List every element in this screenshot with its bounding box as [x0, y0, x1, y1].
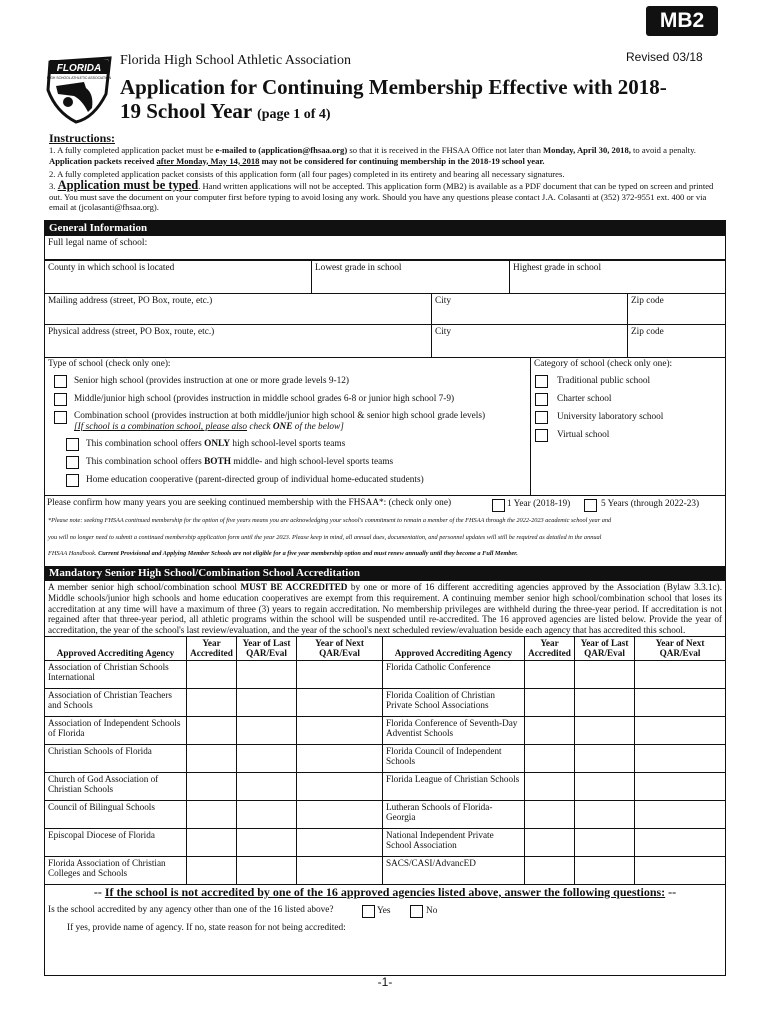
membership-years-question: Please confirm how many years you are seeking continued membership with the FHSAA*: (check only one) — [47, 498, 452, 508]
organization-name: Florida High School Athletic Association — [120, 53, 351, 68]
col-agency-right: Approved Accrediting Agency — [383, 636, 525, 660]
last-eval-input[interactable] — [237, 856, 297, 884]
instructions-heading: Instructions: — [49, 131, 116, 145]
next-eval-input[interactable] — [297, 772, 383, 800]
agency-name: Episcopal Diocese of Florida — [45, 828, 187, 856]
florida-shield-icon — [44, 52, 116, 124]
physical-zip-field[interactable] — [627, 325, 724, 357]
next-eval-input[interactable] — [635, 772, 726, 800]
year-accredited-input[interactable] — [525, 800, 575, 828]
university-lab-label: University laboratory school — [557, 412, 664, 422]
school-type-heading: Type of school (check only one): — [48, 359, 171, 369]
physical-row — [45, 324, 725, 357]
last-eval-input[interactable] — [575, 744, 635, 772]
year-accredited-input[interactable] — [525, 772, 575, 800]
col-year-left: Year Accredited — [187, 636, 237, 660]
year-accredited-input[interactable] — [525, 744, 575, 772]
page-title — [120, 75, 680, 127]
membership-years-row — [45, 495, 725, 514]
table-row — [45, 716, 726, 744]
general-info-heading: General Information — [45, 221, 725, 236]
next-eval-input[interactable] — [297, 828, 383, 856]
agency-name: Council of Bilingual Schools — [45, 800, 187, 828]
year-accredited-input[interactable] — [187, 856, 237, 884]
next-eval-input[interactable] — [635, 856, 726, 884]
physical-city-label: City — [435, 327, 452, 337]
combo-both-checkbox[interactable] — [66, 456, 79, 469]
traditional-public-checkbox[interactable] — [535, 375, 548, 388]
agency-name: Florida Coalition of Christian Private School Associations — [383, 688, 525, 716]
year-accredited-input[interactable] — [187, 828, 237, 856]
table-header-row — [45, 636, 726, 660]
combo-only-hs-label: This combination school offers ONLY high school-level sports teams — [86, 439, 346, 449]
fhsaa-logo — [44, 52, 116, 124]
agency-name: Association of Christian Schools International — [45, 660, 187, 688]
mailing-row — [45, 293, 725, 324]
next-eval-input[interactable] — [635, 800, 726, 828]
year-accredited-input[interactable] — [525, 660, 575, 688]
last-eval-input[interactable] — [237, 716, 297, 744]
col-last-left: Year of Last QAR/Eval — [237, 636, 297, 660]
next-eval-input[interactable] — [297, 660, 383, 688]
lowest-grade-field[interactable] — [311, 261, 506, 293]
note-line-1: *Please note: seeking FHSAA continued membership for the option of five years means you are acknowledging your school's commitment to remain a member of the FHSAA through the 2022-2023 academic school year and — [48, 517, 612, 524]
last-eval-input[interactable] — [237, 688, 297, 716]
year-accredited-input[interactable] — [187, 716, 237, 744]
col-next-left: Year of Next QAR/Eval — [297, 636, 383, 660]
physical-address-label: Physical address (street, PO Box, route, etc.) — [48, 327, 215, 337]
mailing-city-label: City — [435, 296, 452, 306]
year-accredited-input[interactable] — [187, 660, 237, 688]
home-ed-checkbox[interactable] — [66, 474, 79, 487]
combination-checkbox[interactable] — [54, 411, 67, 424]
highest-grade-field[interactable] — [509, 261, 724, 293]
five-years-checkbox[interactable] — [584, 499, 597, 512]
agency-name: Christian Schools of Florida — [45, 744, 187, 772]
combo-both-label: This combination school offers BOTH middle- and high school-level sports teams — [86, 457, 394, 467]
middle-junior-label: Middle/junior high school (provides instruction in middle school grades 6-8 or junior high school 7-9) — [74, 394, 455, 404]
one-year-label: 1 Year (2018-19) — [507, 499, 571, 509]
form-frame — [44, 220, 726, 976]
traditional-public-label: Traditional public school — [557, 376, 651, 386]
agency-name: Association of Independent Schools of Florida — [45, 716, 187, 744]
physical-city-field[interactable] — [431, 325, 627, 357]
next-eval-input[interactable] — [297, 800, 383, 828]
year-accredited-input[interactable] — [187, 772, 237, 800]
agency-reason-input[interactable] — [345, 923, 715, 959]
accreditation-heading: Mandatory Senior High School/Combination School Accreditation — [45, 566, 725, 581]
last-eval-input[interactable] — [575, 688, 635, 716]
note-line-3: FHSAA Handbook. Current Provisional and Applying Member Schools are not eligible for a five year membership option and must renew annually until they become a Full Member. — [48, 550, 518, 557]
note-line-2: you will no longer need to submit a continued membership application form until the year 2023. Please keep in mind, all annual dues, documentation, and personnel updates will still be required as detailed in the annual — [48, 534, 602, 541]
last-eval-input[interactable] — [575, 828, 635, 856]
other-agency-question: Is the school accredited by any agency other than one of the 16 listed above? — [48, 904, 334, 915]
mailing-city-field[interactable] — [431, 294, 627, 324]
not-accredited-section — [45, 885, 725, 965]
yes-checkbox[interactable] — [362, 905, 375, 918]
next-eval-input[interactable] — [635, 744, 726, 772]
university-lab-checkbox[interactable] — [535, 411, 548, 424]
last-eval-input[interactable] — [575, 800, 635, 828]
agency-name: Church of God Association of Christian Schools — [45, 772, 187, 800]
logo-text: FLORIDA — [56, 63, 102, 74]
agency-name: Florida Conference of Seventh-Day Adventist Schools — [383, 716, 525, 744]
last-eval-input[interactable] — [575, 716, 635, 744]
county-field[interactable] — [48, 263, 308, 291]
mailing-zip-label: Zip code — [631, 296, 664, 306]
last-eval-input[interactable] — [237, 744, 297, 772]
next-eval-input[interactable] — [635, 716, 726, 744]
year-accredited-input[interactable] — [525, 688, 575, 716]
instruction-item-3: 3. Application must be typed. Hand written applications will not be accepted. This application form (MB2) is available as a PDF document that can be typed on screen and printed out. You must save the document on your computer first before typing to avoid losing any work. Should you have any questions please contact J.A. Colasanti at (352) 372-9551 ext. 400 or via email at (jcolasanti@fhsaa.org). — [49, 178, 714, 213]
charter-checkbox[interactable] — [535, 393, 548, 406]
next-eval-input[interactable] — [635, 828, 726, 856]
table-row — [45, 744, 726, 772]
table-row — [45, 660, 726, 688]
agency-name: National Independent Private School Association — [383, 828, 525, 856]
table-row — [45, 828, 726, 856]
charter-label: Charter school — [557, 394, 612, 404]
physical-zip-label: Zip code — [631, 327, 664, 337]
table-row — [45, 772, 726, 800]
category-heading: Category of school (check only one): — [534, 359, 673, 369]
one-year-checkbox[interactable] — [492, 499, 505, 512]
combination-label: Combination school (provides instruction at both middle/junior high school & senior high school grade levels) — [74, 411, 486, 421]
agency-name: Association of Christian Teachers and Schools — [45, 688, 187, 716]
physical-address-field[interactable] — [48, 327, 428, 355]
accrediting-agencies-table — [44, 636, 726, 885]
agency-name: Florida League of Christian Schools — [383, 772, 525, 800]
legal-name-label: Full legal name of school: — [48, 238, 148, 248]
yes-label: Yes — [377, 905, 391, 916]
page-number: -1- — [377, 975, 393, 989]
table-row — [45, 856, 726, 884]
last-eval-input[interactable] — [575, 772, 635, 800]
title-page-indicator: (page 1 of 4) — [257, 107, 331, 122]
col-agency-left: Approved Accrediting Agency — [45, 636, 187, 660]
last-eval-input[interactable] — [575, 856, 635, 884]
col-next-right: Year of Next QAR/Eval — [635, 636, 726, 660]
year-accredited-input[interactable] — [187, 744, 237, 772]
col-last-right: Year of Last QAR/Eval — [575, 636, 635, 660]
school-type-block — [45, 357, 725, 495]
legal-name-field[interactable] — [45, 236, 725, 259]
last-eval-input[interactable] — [237, 772, 297, 800]
next-eval-input[interactable] — [297, 744, 383, 772]
agency-reason-label: If yes, provide name of agency. If no, state reason for not being accredited: — [67, 922, 346, 933]
table-row — [45, 800, 726, 828]
instruction-item-2: 2. A fully completed application packet consists of this application form (all four pages) completed in its entirety and bearing all necessary signatures. — [49, 169, 565, 179]
last-eval-input[interactable] — [237, 660, 297, 688]
year-accredited-input[interactable] — [525, 828, 575, 856]
col-year-right: Year Accredited — [525, 636, 575, 660]
mailing-zip-field[interactable] — [627, 294, 724, 324]
no-label: No — [426, 905, 438, 916]
form-code-badge: MB2 — [646, 6, 718, 36]
agency-name: Florida Association of Christian Colleges and Schools — [45, 856, 187, 884]
revision-date: Revised 03/18 — [626, 50, 703, 64]
next-eval-input[interactable] — [297, 856, 383, 884]
year-accredited-input[interactable] — [187, 688, 237, 716]
agency-name: SACS/CASI/AdvancED — [383, 856, 525, 884]
senior-high-checkbox[interactable] — [54, 375, 67, 388]
agency-name: Lutheran Schools of Florida-Georgia — [383, 800, 525, 828]
agency-name: Florida Catholic Conference — [383, 660, 525, 688]
middle-junior-checkbox[interactable] — [54, 393, 67, 406]
next-eval-input[interactable] — [635, 660, 726, 688]
table-row — [45, 688, 726, 716]
year-accredited-input[interactable] — [525, 856, 575, 884]
five-year-note — [45, 514, 725, 562]
five-years-label: 5 Years (through 2022-23) — [601, 499, 700, 509]
mailing-address-field[interactable] — [48, 296, 428, 322]
home-ed-label: Home education cooperative (parent-directed group of individual home-educated students) — [86, 475, 424, 485]
next-eval-input[interactable] — [297, 688, 383, 716]
combination-note: [If school is a combination school, please also check ONE of the below] — [74, 422, 344, 432]
next-eval-input[interactable] — [297, 716, 383, 744]
mailing-address-label: Mailing address (street, PO Box, route, etc.) — [48, 296, 213, 306]
instruction-item-1: 1. A fully completed application packet must be e-mailed to (application@fhsaa.org) so that it is received in the FHSAA Office not later than Monday, April 30, 2018, to avoid a penalty. Application packets received after Monday, May 14, 2018 may not be considered for continuing membership in the 2018-19 school year. — [49, 145, 696, 166]
senior-high-label: Senior high school (provides instruction at one or more grade levels 9-12) — [74, 376, 349, 386]
highest-grade-label: Highest grade in school — [513, 263, 602, 273]
last-eval-input[interactable] — [237, 828, 297, 856]
county-row — [45, 260, 725, 293]
title-text: Application for Continuing Membership Effective with 2018-19 School Year — [120, 75, 667, 123]
accreditation-paragraph: A member senior high school/combination school MUST BE ACCREDITED by one or more of 16 different accrediting agencies approved by the Association (Bylaw 3.3.1c). Middle schools/junior high schools and home education cooperatives are exempt from this requirement. A continuing member senior high school/combination school that loses its accreditation at any time will have a maximum of three (3) years to regain accreditation. No membership privileges are withheld during the three-year period. If accreditation is not regained after that three-year period, all athletic programs within the school will be suspended until re-accredited. The 16 approved agencies are listed below. Provide the year of accreditation, the year of the school's last review/evaluation, and the year of the school's next scheduled review/evaluation beside each agency that has accredited this school. — [48, 582, 722, 636]
agency-name: Florida Council of Independent Schools — [383, 744, 525, 772]
virtual-checkbox[interactable] — [535, 429, 548, 442]
county-label: County in which school is located — [48, 263, 175, 273]
logo-subtext: HIGH SCHOOL ATHLETIC ASSOCIATION — [46, 76, 112, 80]
last-eval-input[interactable] — [237, 800, 297, 828]
not-accredited-heading: -- If the school is not accredited by one of the 16 approved agencies listed above, answer the following questions: -- — [93, 884, 677, 899]
last-eval-input[interactable] — [575, 660, 635, 688]
lowest-grade-label: Lowest grade in school — [315, 263, 402, 273]
year-accredited-input[interactable] — [187, 800, 237, 828]
year-accredited-input[interactable] — [525, 716, 575, 744]
virtual-label: Virtual school — [557, 430, 610, 440]
next-eval-input[interactable] — [635, 688, 726, 716]
combo-only-hs-checkbox[interactable] — [66, 438, 79, 451]
no-checkbox[interactable] — [410, 905, 423, 918]
